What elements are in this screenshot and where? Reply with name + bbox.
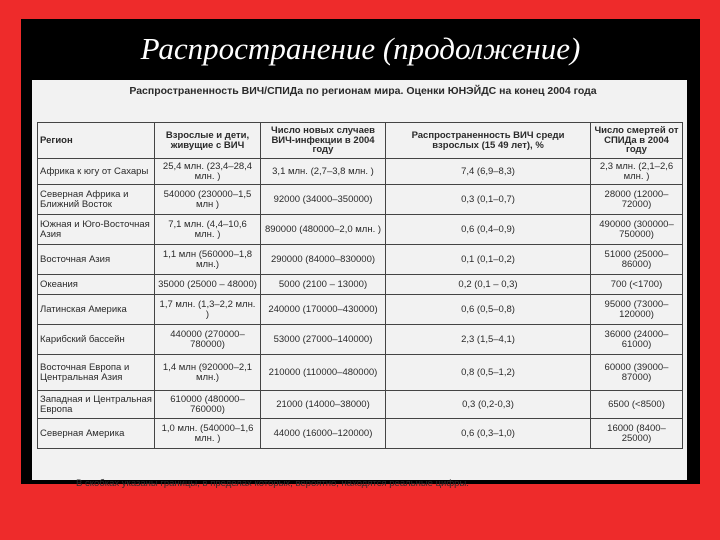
hiv-prevalence-table bbox=[37, 122, 683, 449]
cell-new-infections: 44000 (16000–120000) bbox=[261, 419, 386, 449]
cell-region: Западная и Центральная Европа bbox=[38, 391, 155, 419]
slide-title: Распространение (продолжение) bbox=[140, 31, 581, 66]
cell-adult-prevalence: 2,3 (1,5–4,1) bbox=[386, 325, 591, 355]
column-header-people-living: Взрослые и дети, живущие с ВИЧ bbox=[155, 123, 261, 159]
cell-people-living: 610000 (480000–760000) bbox=[155, 391, 261, 419]
table-row bbox=[38, 245, 683, 275]
cell-new-infections: 21000 (14000–38000) bbox=[261, 391, 386, 419]
cell-new-infections: 92000 (34000–350000) bbox=[261, 185, 386, 215]
column-header-new-infections: Число новых случаев ВИЧ-инфекции в 2004 году bbox=[261, 123, 386, 159]
cell-new-infections: 890000 (480000–2,0 млн. ) bbox=[261, 215, 386, 245]
cell-people-living: 1,0 млн. (540000–1,6 млн. ) bbox=[155, 419, 261, 449]
cell-people-living: 7,1 млн. (4,4–10,6 млн. ) bbox=[155, 215, 261, 245]
cell-adult-prevalence: 0,6 (0,5–0,8) bbox=[386, 295, 591, 325]
cell-deaths: 60000 (39000–87000) bbox=[591, 355, 683, 391]
cell-adult-prevalence: 0,6 (0,3–1,0) bbox=[386, 419, 591, 449]
column-header-deaths: Число смертей от СПИДа в 2004 году bbox=[591, 123, 683, 159]
table-row bbox=[38, 215, 683, 245]
table-row bbox=[38, 185, 683, 215]
table-row bbox=[38, 325, 683, 355]
cell-adult-prevalence: 0,3 (0,1–0,7) bbox=[386, 185, 591, 215]
cell-deaths: 700 (<1700) bbox=[591, 275, 683, 295]
table-body bbox=[38, 159, 683, 449]
cell-adult-prevalence: 0,2 (0,1 – 0,3) bbox=[386, 275, 591, 295]
cell-adult-prevalence: 0,3 (0,2-0,3) bbox=[386, 391, 591, 419]
table-heading: Распространенность ВИЧ/СПИДа по регионам мира. Оценки ЮНЭЙДС на конец 2004 года bbox=[129, 85, 597, 97]
cell-people-living: 35000 (25000 – 48000) bbox=[155, 275, 261, 295]
column-header-region: Регион bbox=[38, 123, 155, 159]
slide bbox=[21, 19, 700, 489]
cell-people-living: 540000 (230000–1,5 млн ) bbox=[155, 185, 261, 215]
scanned-table-image bbox=[32, 80, 687, 489]
cell-region: Северная Африка и Ближний Восток bbox=[38, 185, 155, 215]
table-footnote: В скобках указаны границы, в пределах которых, вероятно, находятся реальные цифры. bbox=[76, 478, 469, 489]
column-header-adult-prevalence: Распространенность ВИЧ среди взрослых (15 49 лет), % bbox=[386, 123, 591, 159]
table-header-row bbox=[38, 123, 683, 159]
cell-region: Восточная Азия bbox=[38, 245, 155, 275]
table-row bbox=[38, 355, 683, 391]
cell-new-infections: 290000 (84000–830000) bbox=[261, 245, 386, 275]
cell-region: Африка к югу от Сахары bbox=[38, 159, 155, 185]
cell-deaths: 490000 (300000–750000) bbox=[591, 215, 683, 245]
cell-people-living: 25,4 млн. (23,4–28,4 млн. ) bbox=[155, 159, 261, 185]
table-row bbox=[38, 391, 683, 419]
cell-new-infections: 53000 (27000–140000) bbox=[261, 325, 386, 355]
cell-adult-prevalence: 0,1 (0,1–0,2) bbox=[386, 245, 591, 275]
cell-deaths: 95000 (73000–120000) bbox=[591, 295, 683, 325]
cell-region: Северная Америка bbox=[38, 419, 155, 449]
cell-region: Южная и Юго-Восточная Азия bbox=[38, 215, 155, 245]
cell-people-living: 1,1 млн (560000–1,8 млн.) bbox=[155, 245, 261, 275]
cell-deaths: 6500 (<8500) bbox=[591, 391, 683, 419]
cell-people-living: 1,4 млн (920000–2,1 млн.) bbox=[155, 355, 261, 391]
cell-new-infections: 3,1 млн. (2,7–3,8 млн. ) bbox=[261, 159, 386, 185]
cell-adult-prevalence: 0,6 (0,4–0,9) bbox=[386, 215, 591, 245]
cell-deaths: 51000 (25000–86000) bbox=[591, 245, 683, 275]
cell-people-living: 1,7 млн. (1,3–2,2 млн. ) bbox=[155, 295, 261, 325]
table-row bbox=[38, 295, 683, 325]
cell-adult-prevalence: 0,8 (0,5–1,2) bbox=[386, 355, 591, 391]
cell-new-infections: 210000 (110000–480000) bbox=[261, 355, 386, 391]
cell-region: Океания bbox=[38, 275, 155, 295]
table-row bbox=[38, 159, 683, 185]
cell-deaths: 28000 (12000–72000) bbox=[591, 185, 683, 215]
table-row bbox=[38, 275, 683, 295]
cell-people-living: 440000 (270000–780000) bbox=[155, 325, 261, 355]
cell-new-infections: 240000 (170000–430000) bbox=[261, 295, 386, 325]
cell-adult-prevalence: 7,4 (6,9–8,3) bbox=[386, 159, 591, 185]
cell-deaths: 16000 (8400–25000) bbox=[591, 419, 683, 449]
cell-deaths: 36000 (24000–61000) bbox=[591, 325, 683, 355]
cell-region: Восточная Европа и Центральная Азия bbox=[38, 355, 155, 391]
cell-new-infections: 5000 (2100 – 13000) bbox=[261, 275, 386, 295]
cell-region: Карибский бассейн bbox=[38, 325, 155, 355]
cell-deaths: 2,3 млн. (2,1–2,6 млн. ) bbox=[591, 159, 683, 185]
table-row bbox=[38, 419, 683, 449]
cell-region: Латинская Америка bbox=[38, 295, 155, 325]
